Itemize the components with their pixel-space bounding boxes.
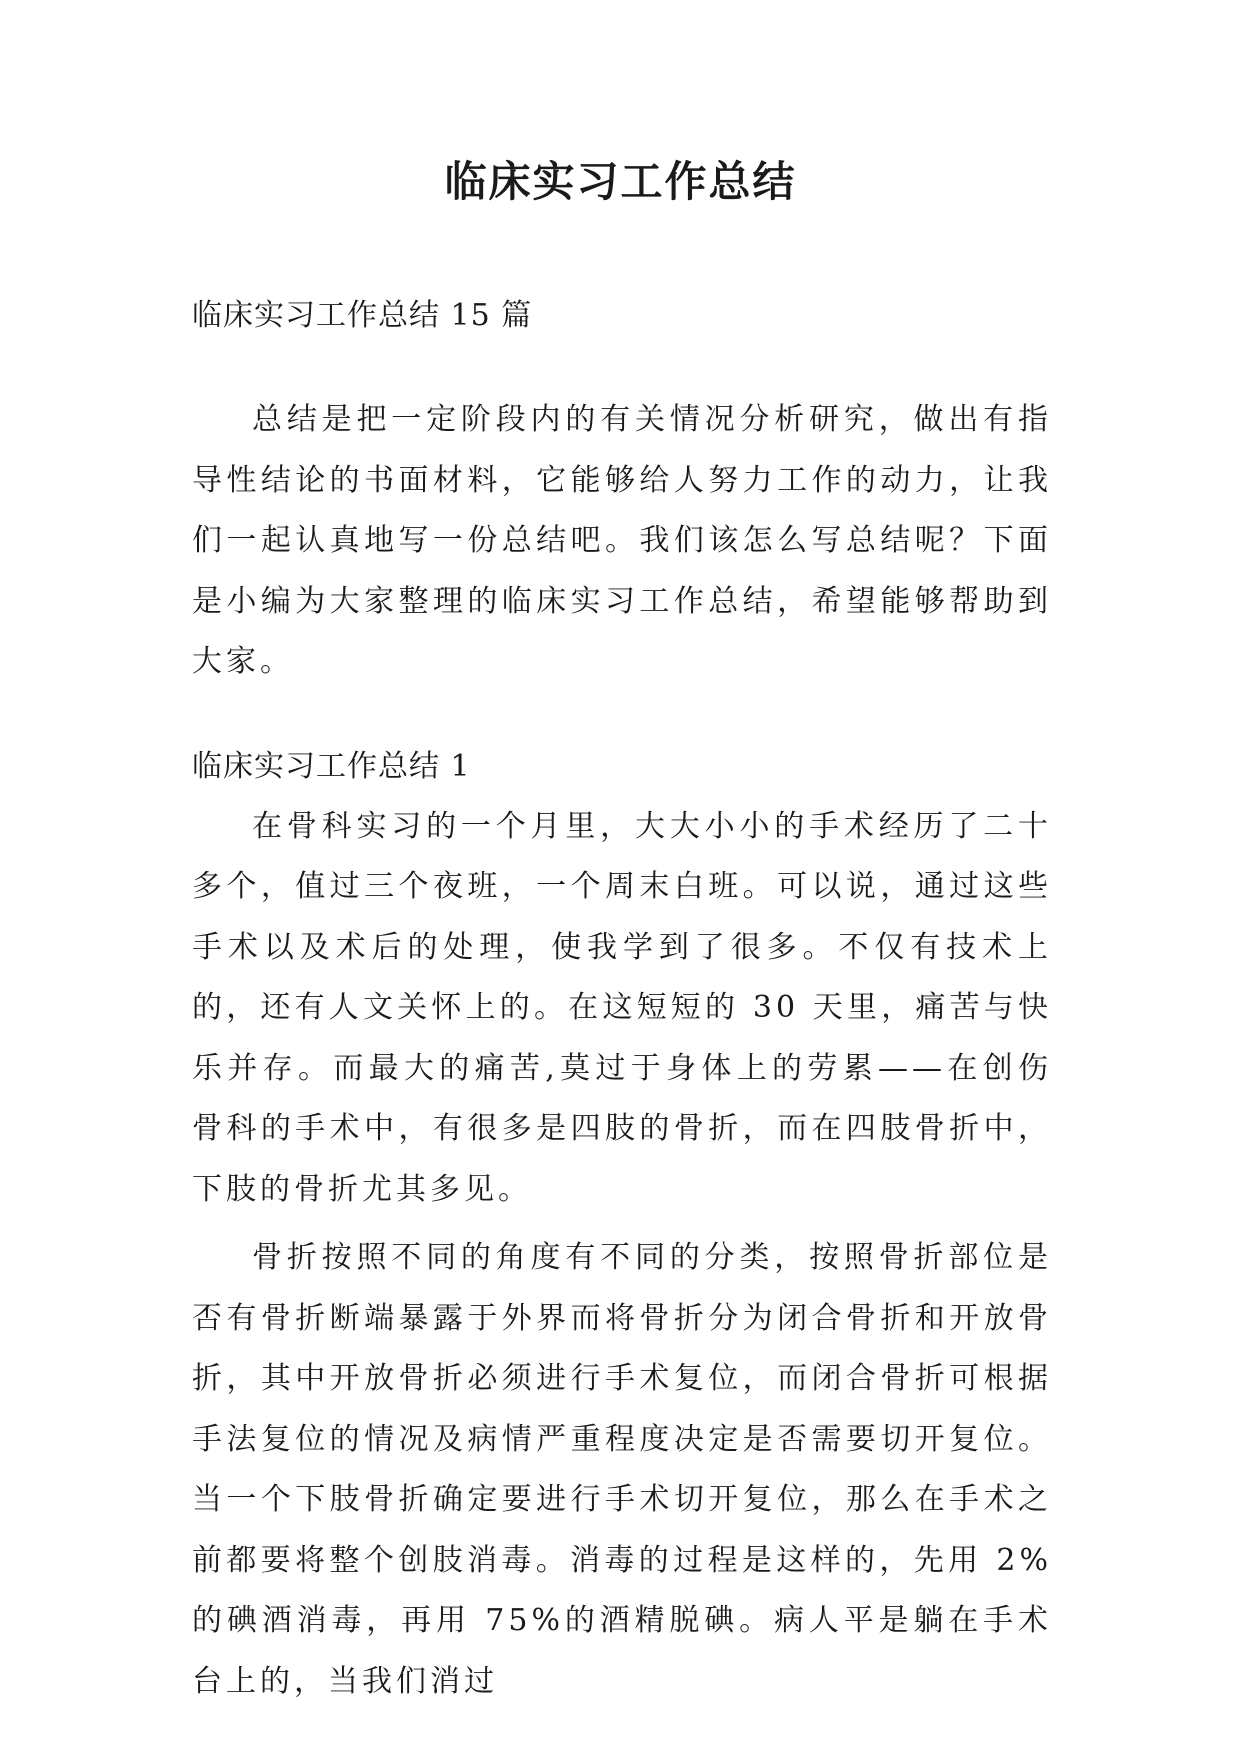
document-subtitle: 临床实习工作总结 15 篇 (192, 298, 533, 333)
intro-paragraph: 总结是把一定阶段内的有关情况分析研究，做出有指导性结论的书面材料，它能够给人努力工作的动力，让我们一起认真地写一份总结吧。我们该怎么写总结呢？下面是小编为大家整理的临床实习工作总结，希望能够帮助到大家。 (192, 402, 1052, 679)
document-body (192, 286, 1052, 1712)
section-1-paragraph-1: 在骨科实习的一个月里，大大小小的手术经历了二十多个，值过三个夜班，一个周末白班。可以说，通过这些手术以及术后的处理，使我学到了很多。不仅有技术上的，还有人文关怀上的。在这短短的 30 天里，痛苦与快乐并存。而最大的痛苦,莫过于身体上的劳累——在创伤骨科的手术中，有很多是四肢的骨折，而在四肢骨折中，下肢的骨折尤其多见。 (192, 808, 1052, 1207)
section-1-paragraph-2: 骨折按照不同的角度有不同的分类，按照骨折部位是否有骨折断端暴露于外界而将骨折分为闭合骨折和开放骨折，其中开放骨折必须进行手术复位，而闭合骨折可根据手法复位的情况及病情严重程度决定是否需要切开复位。当一个下肢骨折确定要进行手术切开复位，那么在手术之前都要将整个创肢消毒。消毒的过程是这样的，先用 2%的碘酒消毒，再用 75%的酒精脱碘。病人平是躺在手术台上的，当我们消过 (192, 1240, 1052, 1699)
document-title: 临床实习工作总结 (444, 157, 797, 206)
section-1-heading: 临床实习工作总结 1 (192, 748, 471, 784)
